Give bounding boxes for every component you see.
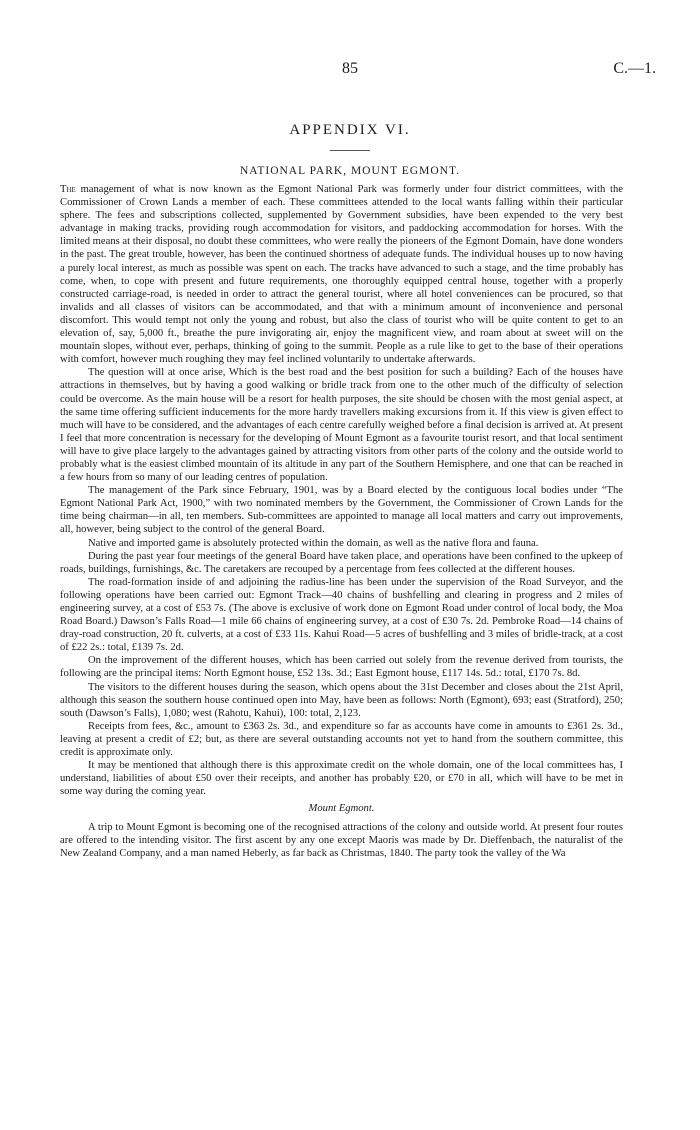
appendix-title: APPENDIX VI. [289,122,411,138]
paragraph-intro [60,183,623,366]
paragraph-road-formation: The road-formation inside of and adjoining the radius-line has been under the supervision of the Road Surveyor, and the following operations have been carried out: Egmont Track—40 chains of bushfelling and clearing in progress and 2 miles of engineering survey, at a cost of £53 7s. (The above is exclusive of work done on Egmont Road under control of local body, the Moa Road Board.) Dawson’s Falls Road—1 mile 66 chains of engineering survey, at a cost of £30 7s. 2d. Pembroke Road—14 chains of dray-road construction, 20 ft. culverts, at a cost of £33 11s. Kahui Road—5 acres of bushfelling and 3 miles of bridle-track, at a cost of £22 2s.: total, £139 7s. 2d. [60,576,623,654]
paragraph-liabilities: It may be mentioned that although there is this approximate credit on the whole domain, one of the local committees has, I understand, liabilities of about £50 over their receipts, and another has probably £20, or £70 in all, which will have to be met in some way during the coming year. [60,760,623,798]
page-header [0,60,700,80]
section-title: NATIONAL PARK, MOUNT EGMONT. [240,165,460,177]
paragraph-receipts: Receipts from fees, &c., amount to £363 2s. 3d., and expenditure so far as accounts have come in amounts to £361 2s. 3d., leaving at present a credit of £2; but, as there are several outstanding accounts not yet to hand from the southern committee, this credit is approximate only. [60,720,623,759]
paragraph-visitors: The visitors to the different houses during the season, which opens about the 31st December and closes about the 21st April, although this season the southern house continued open into May, have been as follows: North (Egmont), 693; east (Stratford), 250; south (Dawson’s Falls), 1,080; west (Rahotu, Kahui), 100: total, 2,123. [60,681,623,719]
paragraph-intro-text: management of what is now known as the Egmont National Park was formerly under four district committees, with the Commissioner of Crown Lands a member of each. These committees attended to the local wants falling within their particular sphere. The fees and subscriptions collected, supplemented by Government subsidies, have been expended to the very best advantage in making tracks, providing rough accommodation for visitors, and paddocking accommodation for horses. With the limited means at their disposal, no doubt these committees, who were really the pioneers of the Egmont Domain, have done wonders in the past. The great trouble, however, has been the continued shortness of adequate funds. The individual houses up to now having a purely local interest, as much as possible was spent on each. The tracks have advanced to such a stage, and the time probably has come, when, to cope with present and future requirements, one thoroughly equipped central house, together with a properly constructed carriage-road, is needed in order to attract the general tourist, where all hotel conveniences can be procured, so that invalids and all classes of visitors can be accommodated, and that with a minimum amount of inconvenience and personal discomfort. This would tempt not only the young and robust, but also the class of tourist who will be quite content to get to an elevation of, say, 5,000 ft., breathe the pure invigorating air, enjoy the magnificent view, and roam about at sweet will on the mountain slopes, without ever, perhaps, thinking of going to the summit. People as a rule like to get to the base of their operations with comfort, however much roughing they may feel inclined voluntarily to undertake afterwards. [60,184,623,366]
page-number: 85 [342,60,358,77]
subheading-mount-egmont: Mount Egmont. [308,803,375,815]
paragraph-house-improvements: On the improvement of the different houses, which has been carried out solely from the revenue derived from tourists, the following are the principal items: North Egmont house, £52 13s. 3d.; East Egmont house, £117 14s. 5d.: total, £170 7s. 8d. [60,655,623,680]
paragraph-game: Native and imported game is absolutely protected within the domain, as well as the native flora and fauna. [88,537,539,549]
paragraph-meetings: During the past year four meetings of the general Board have taken place, and operations have been confined to the upkeep of roads, buildings, furnishings, &c. The caretakers are recouped by a percentage from fees collected at the different houses. [60,550,623,575]
paragraph-question: The question will at once arise, Which is the best road and the best position for such a building? Each of the houses have attractions in themselves, but by having a good walking or bridle track from one to the other much of the difficulty of selection could be overcome. As the main house will be a resort for health purposes, the site should be chosen with the most genial aspect, at the same time offering sufficient inducements for the more hardy travellers making excursions from it. If this view is given effect to much will have to be considered, and the advantages of each centre carefully weighed before a final decision is arrived at. At present I feel that more concentration is necessary for the developing of Mount Egmont as a favourite tourist resort, and that local sentiment will have to give place largely to the advantages gained by attracting visitors from other parts of the colony and the outside world to probably what is the easiest climbed mountain of its altitude in any part of the Southern Hemisphere, and one that can be reached in a few hours from so many of our leading centres of population. [60,367,623,484]
intro-lead-word: The [60,184,76,195]
title-divider [330,150,370,151]
paragraph-trip: A trip to Mount Egmont is becoming one of the recognised attractions of the colony and outside world. At present four routes are offered to the intending visitor. The first ascent by any one except Maoris was made by Dr. Dieffenbach, the naturalist of the New Zealand Company, and a man named Heberly, as far back as Christmas, 1840. The party took the valley of the Wa [60,821,623,859]
paragraph-management: The management of the Park since February, 1901, was by a Board elected by the contiguous local bodies under “The Egmont National Park Act, 1900,” with two nominated members by the Government, the Commissioner of Crown Lands for the time being chairman—in all, ten members. Sub-committees are appointed to manage all local matters and carry out improvements, all, however, being subject to the control of the general Board. [60,485,623,536]
paper-reference: C.—1. [613,60,656,77]
body-text [60,183,623,860]
